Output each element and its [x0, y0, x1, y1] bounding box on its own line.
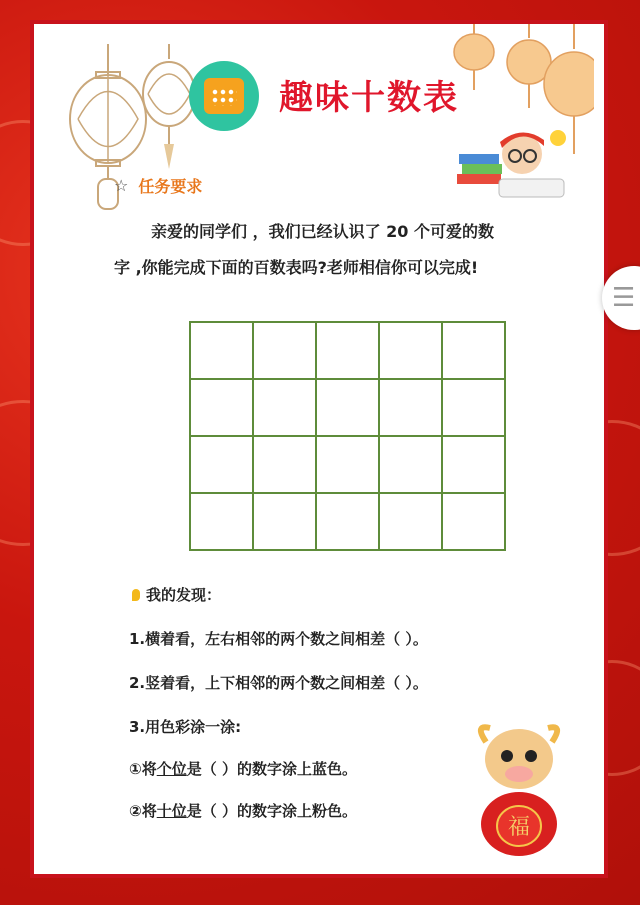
task-label: 任务要求 [138, 177, 203, 196]
grid-cell[interactable] [253, 322, 316, 379]
grid-cell[interactable] [316, 493, 379, 550]
leaf-bullet-icon [132, 589, 140, 601]
grid-cell[interactable] [253, 379, 316, 436]
question-4-prefix: ①将 [129, 760, 157, 778]
grid-cell[interactable] [379, 436, 442, 493]
question-5 [129, 800, 357, 821]
reading-boy-icon [454, 124, 574, 204]
intro-line: 亲爱的同学们 ，我们已经认识了 20 个可爱的数 [151, 222, 494, 241]
grid-cell[interactable] [190, 436, 253, 493]
number-grid [189, 321, 506, 551]
findings-heading [132, 584, 221, 605]
intro-line: 字 ,你能完成下面的百数表吗?老师相信你可以完成! [114, 258, 479, 277]
grid-cell[interactable] [316, 322, 379, 379]
question-4-underlined: 个位 [156, 760, 187, 778]
menu-icon: ☰ [612, 283, 636, 313]
intro-paragraph [114, 214, 584, 286]
grid-cell[interactable] [190, 493, 253, 550]
grid-cell[interactable] [442, 322, 505, 379]
grid-cell[interactable] [442, 493, 505, 550]
grid-cell[interactable] [253, 493, 316, 550]
grid-cell[interactable] [316, 379, 379, 436]
grid-cell[interactable] [442, 436, 505, 493]
title-block [184, 56, 484, 136]
page-title: 趣味十数表 [279, 78, 459, 118]
fortune-character: 福 [507, 815, 531, 840]
grid-cell[interactable] [379, 322, 442, 379]
grid-cell[interactable] [442, 379, 505, 436]
task-heading [114, 174, 202, 197]
grid-cell[interactable] [379, 493, 442, 550]
star-icon: ☆ [114, 176, 129, 195]
findings-label: 我的发现： [146, 586, 222, 604]
question-5-underlined: 十位 [156, 802, 187, 820]
ox-mascot-icon [464, 714, 574, 864]
calendar-icon [189, 61, 259, 131]
worksheet-card [30, 20, 608, 878]
question-1: 1.横着看，左右相邻的两个数之间相差（ ）。 [129, 630, 428, 648]
question-3: 3.用色彩涂一涂: [129, 718, 242, 736]
grid-cell[interactable] [316, 436, 379, 493]
question-5-prefix: ②将 [129, 802, 157, 820]
grid-cell[interactable] [253, 436, 316, 493]
question-5-suffix: 是（ ）的数字涂上粉色。 [186, 802, 357, 820]
question-2: 2.竖着看，上下相邻的两个数之间相差（ ）。 [129, 674, 428, 692]
question-4 [129, 758, 357, 779]
grid-cell[interactable] [190, 322, 253, 379]
grid-cell[interactable] [190, 379, 253, 436]
question-4-suffix: 是（ ）的数字涂上蓝色。 [186, 760, 357, 778]
grid-cell[interactable] [379, 379, 442, 436]
